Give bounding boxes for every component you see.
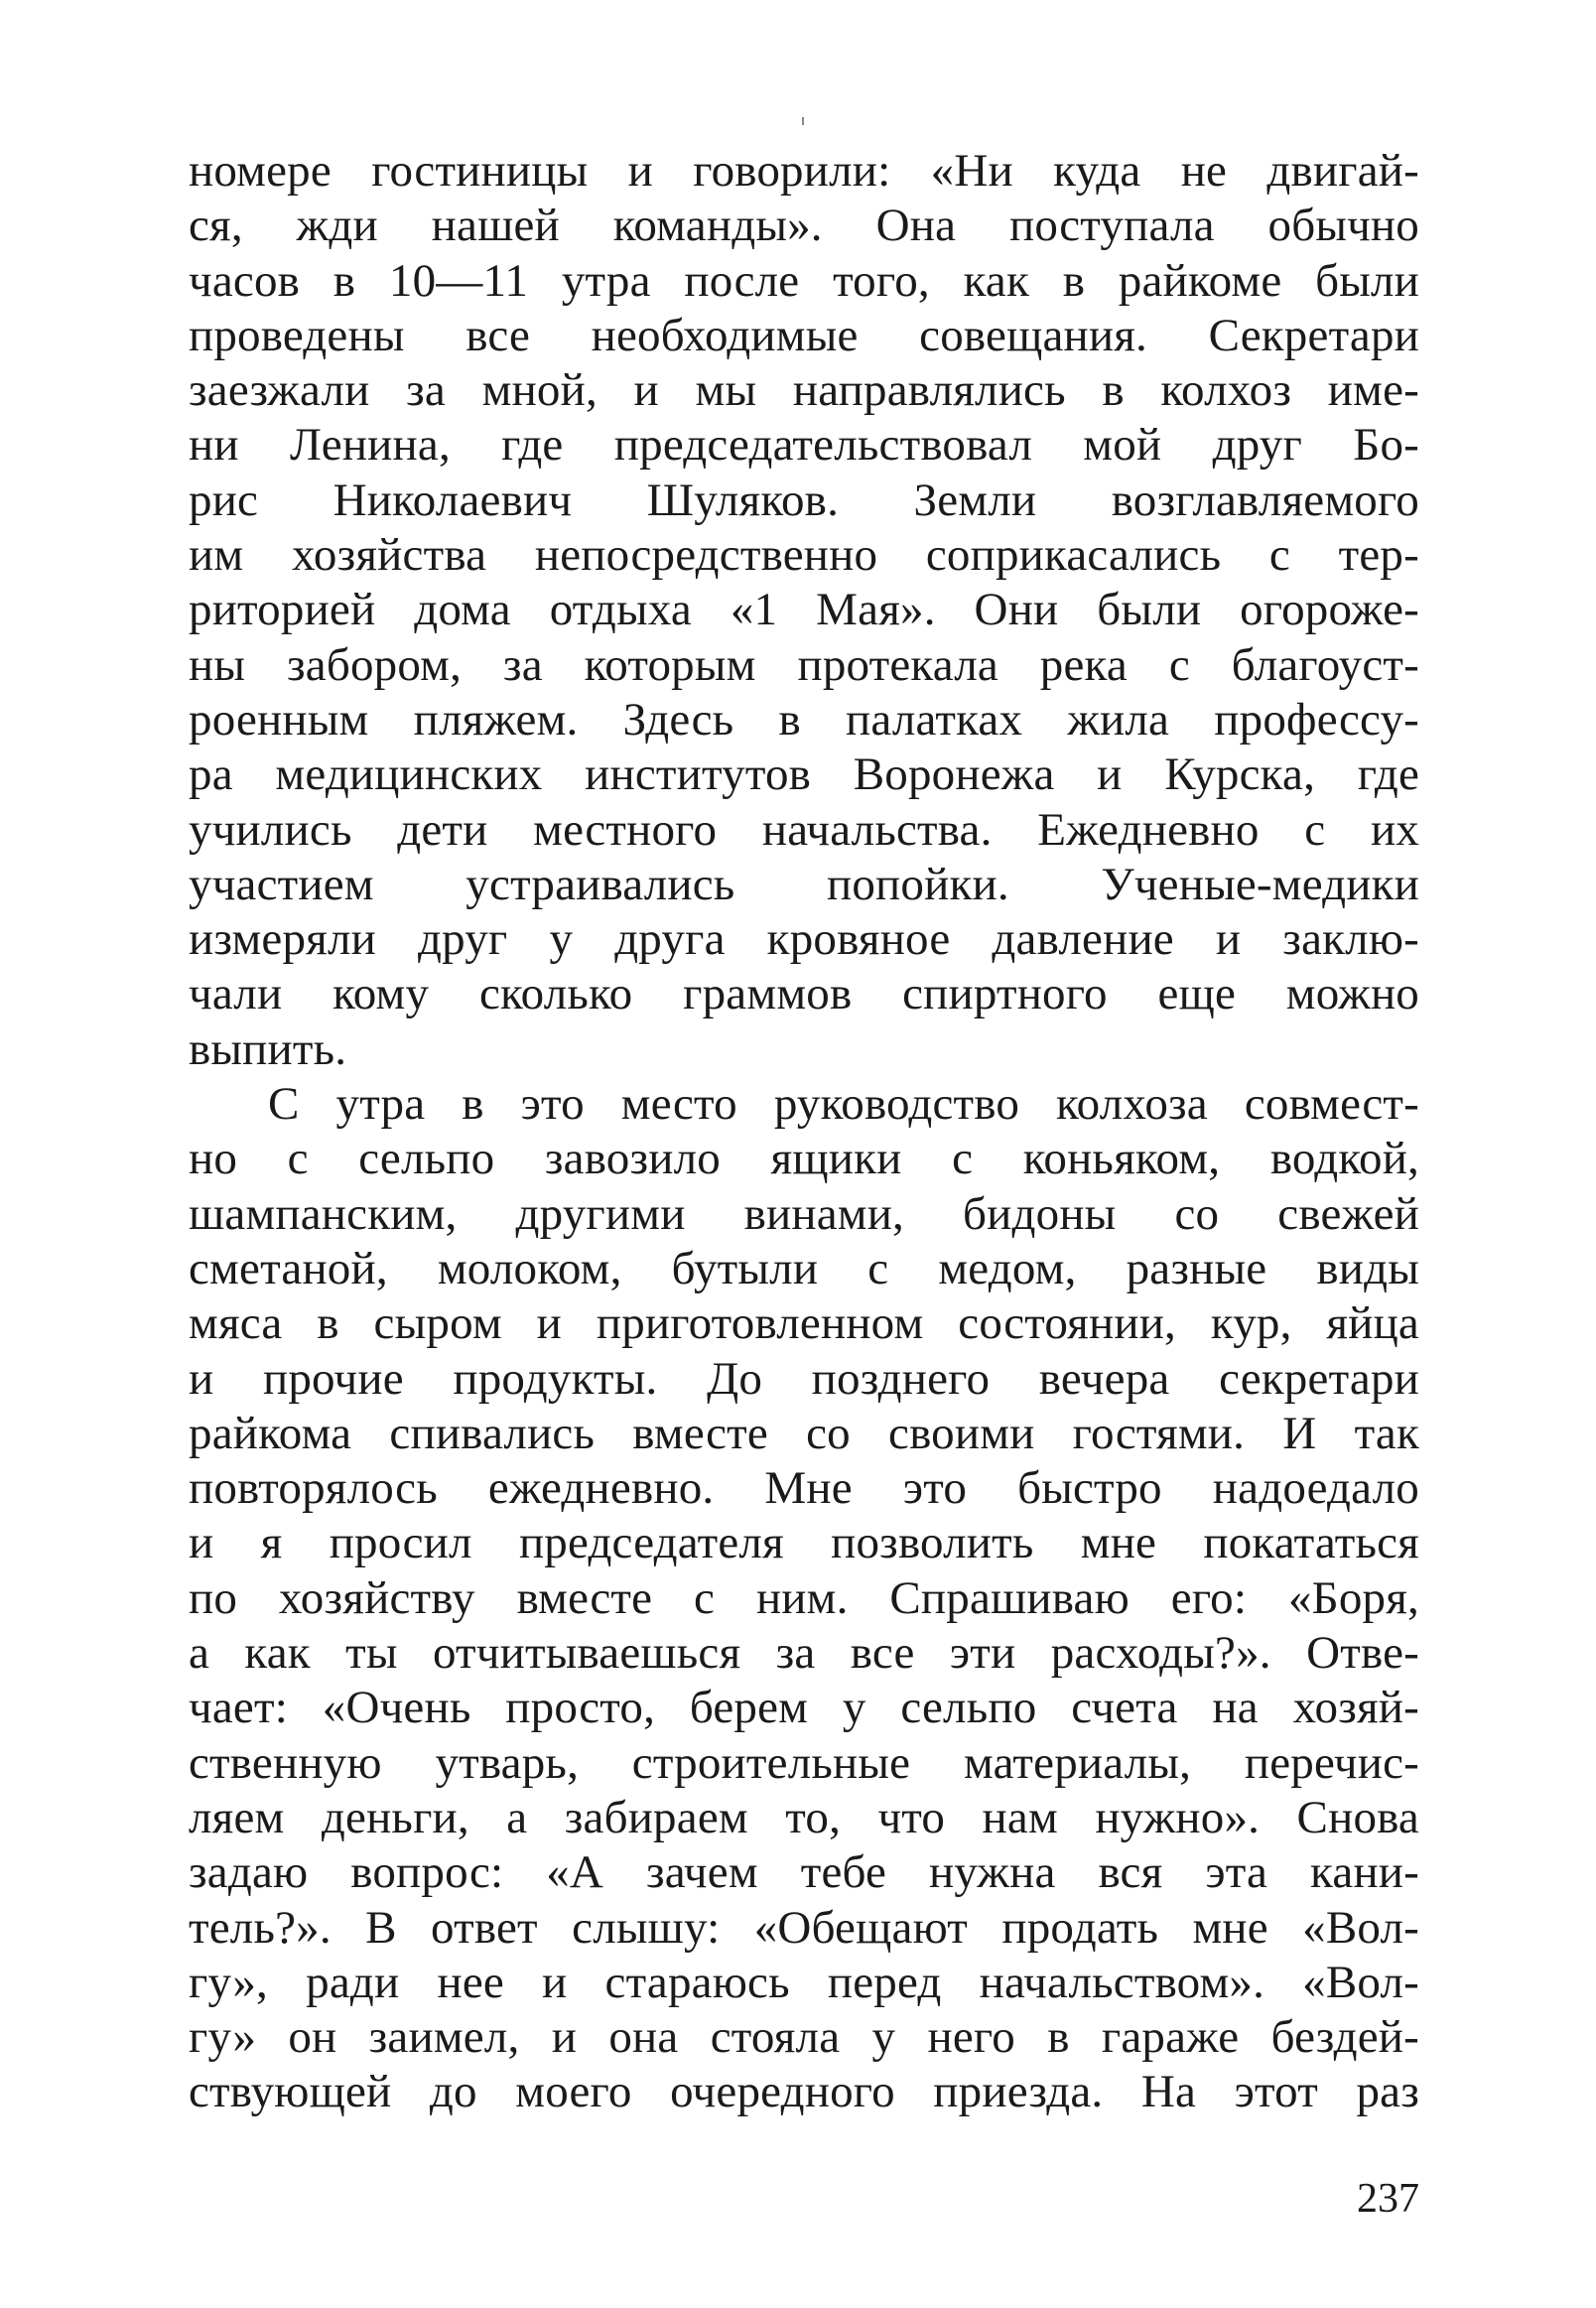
text-line: и прочие продукты. До позднего вечера секретари <box>189 1352 1419 1405</box>
text-line: задаю вопрос: «А зачем тебе нужна вся эта кани- <box>189 1846 1419 1899</box>
text-line: чает: «Очень просто, берем у сельпо счета на хозяй- <box>189 1682 1419 1734</box>
text-line: роенным пляжем. Здесь в палатках жила профессу- <box>189 693 1419 746</box>
text-line: часов в 10—11 утра после того, как в райкоме были <box>189 254 1419 307</box>
text-line: гу», ради нее и стараюсь перед начальством». «Вол- <box>189 1956 1419 2008</box>
text-line: номере гостиницы и говорили: «Ни куда не двигай- <box>189 145 1419 197</box>
text-line: по хозяйству вместе с ним. Спрашиваю его: «Боря, <box>189 1571 1419 1624</box>
text-line: ся, жди нашей команды». Она поступала обычно <box>189 200 1419 252</box>
text-line: риторией дома отдыха «1 Мая». Они были огороже- <box>189 584 1419 636</box>
text-line: ни Ленина, где председательствовал мой друг Бо- <box>189 419 1419 472</box>
text-line: заезжали за мной, и мы направлялись в колхоз име- <box>189 364 1419 417</box>
text-line: им хозяйства непосредственно соприкасались с тер- <box>189 529 1419 582</box>
text-line: измеряли друг у друга кровяное давление и заклю- <box>189 913 1419 966</box>
text-line: мяса в сыром и приготовленном состоянии, кур, яйца <box>189 1297 1419 1350</box>
text-line: шампанским, другими винами, бидоны со свежей <box>189 1187 1419 1240</box>
text-line: участием устраивались попойки. Ученые-медики <box>189 858 1419 910</box>
text-line-paragraph-end: выпить. <box>189 1022 347 1075</box>
body-text <box>189 144 1419 2120</box>
text-line: ственную утварь, строительные материалы, перечис- <box>189 1736 1419 1789</box>
page-number: 237 <box>1357 2176 1419 2222</box>
text-line: проведены все необходимые совещания. Секретари <box>189 309 1419 361</box>
text-line-paragraph-start: С утра в это место руководство колхоза совмест- <box>268 1078 1419 1131</box>
scan-speck <box>802 117 804 125</box>
text-line: сметаной, молоком, бутыли с медом, разные виды <box>189 1242 1419 1294</box>
text-line: ны забором, за которым протекала река с благоуст- <box>189 638 1419 691</box>
text-line: ствующей до моего очередного приезда. На этот раз <box>189 2066 1419 2118</box>
text-line: гу» он заимел, и она стояла у него в гараже бездей- <box>189 2011 1419 2064</box>
text-line: а как ты отчитываешься за все эти расходы?». Отве- <box>189 1627 1419 1680</box>
text-line: учились дети местного начальства. Ежедневно с их <box>189 803 1419 856</box>
text-line: ляем деньги, а забираем то, что нам нужно». Снова <box>189 1791 1419 1843</box>
text-line: тель?». В ответ слышу: «Обещают продать мне «Вол- <box>189 1901 1419 1954</box>
text-line: рис Николаевич Шуляков. Земли возглавляемого <box>189 474 1419 526</box>
text-line: ра медицинских институтов Воронежа и Курска, где <box>189 748 1419 801</box>
text-line: райкома спивались вместе со своими гостями. И так <box>189 1407 1419 1459</box>
text-line: и я просил председателя позволить мне покататься <box>189 1517 1419 1569</box>
text-line: но с сельпо завозило ящики с коньяком, водкой, <box>189 1133 1419 1185</box>
text-line: повторялось ежедневно. Мне это быстро надоедало <box>189 1462 1419 1515</box>
text-line: чали кому сколько граммов спиртного еще можно <box>189 968 1419 1020</box>
